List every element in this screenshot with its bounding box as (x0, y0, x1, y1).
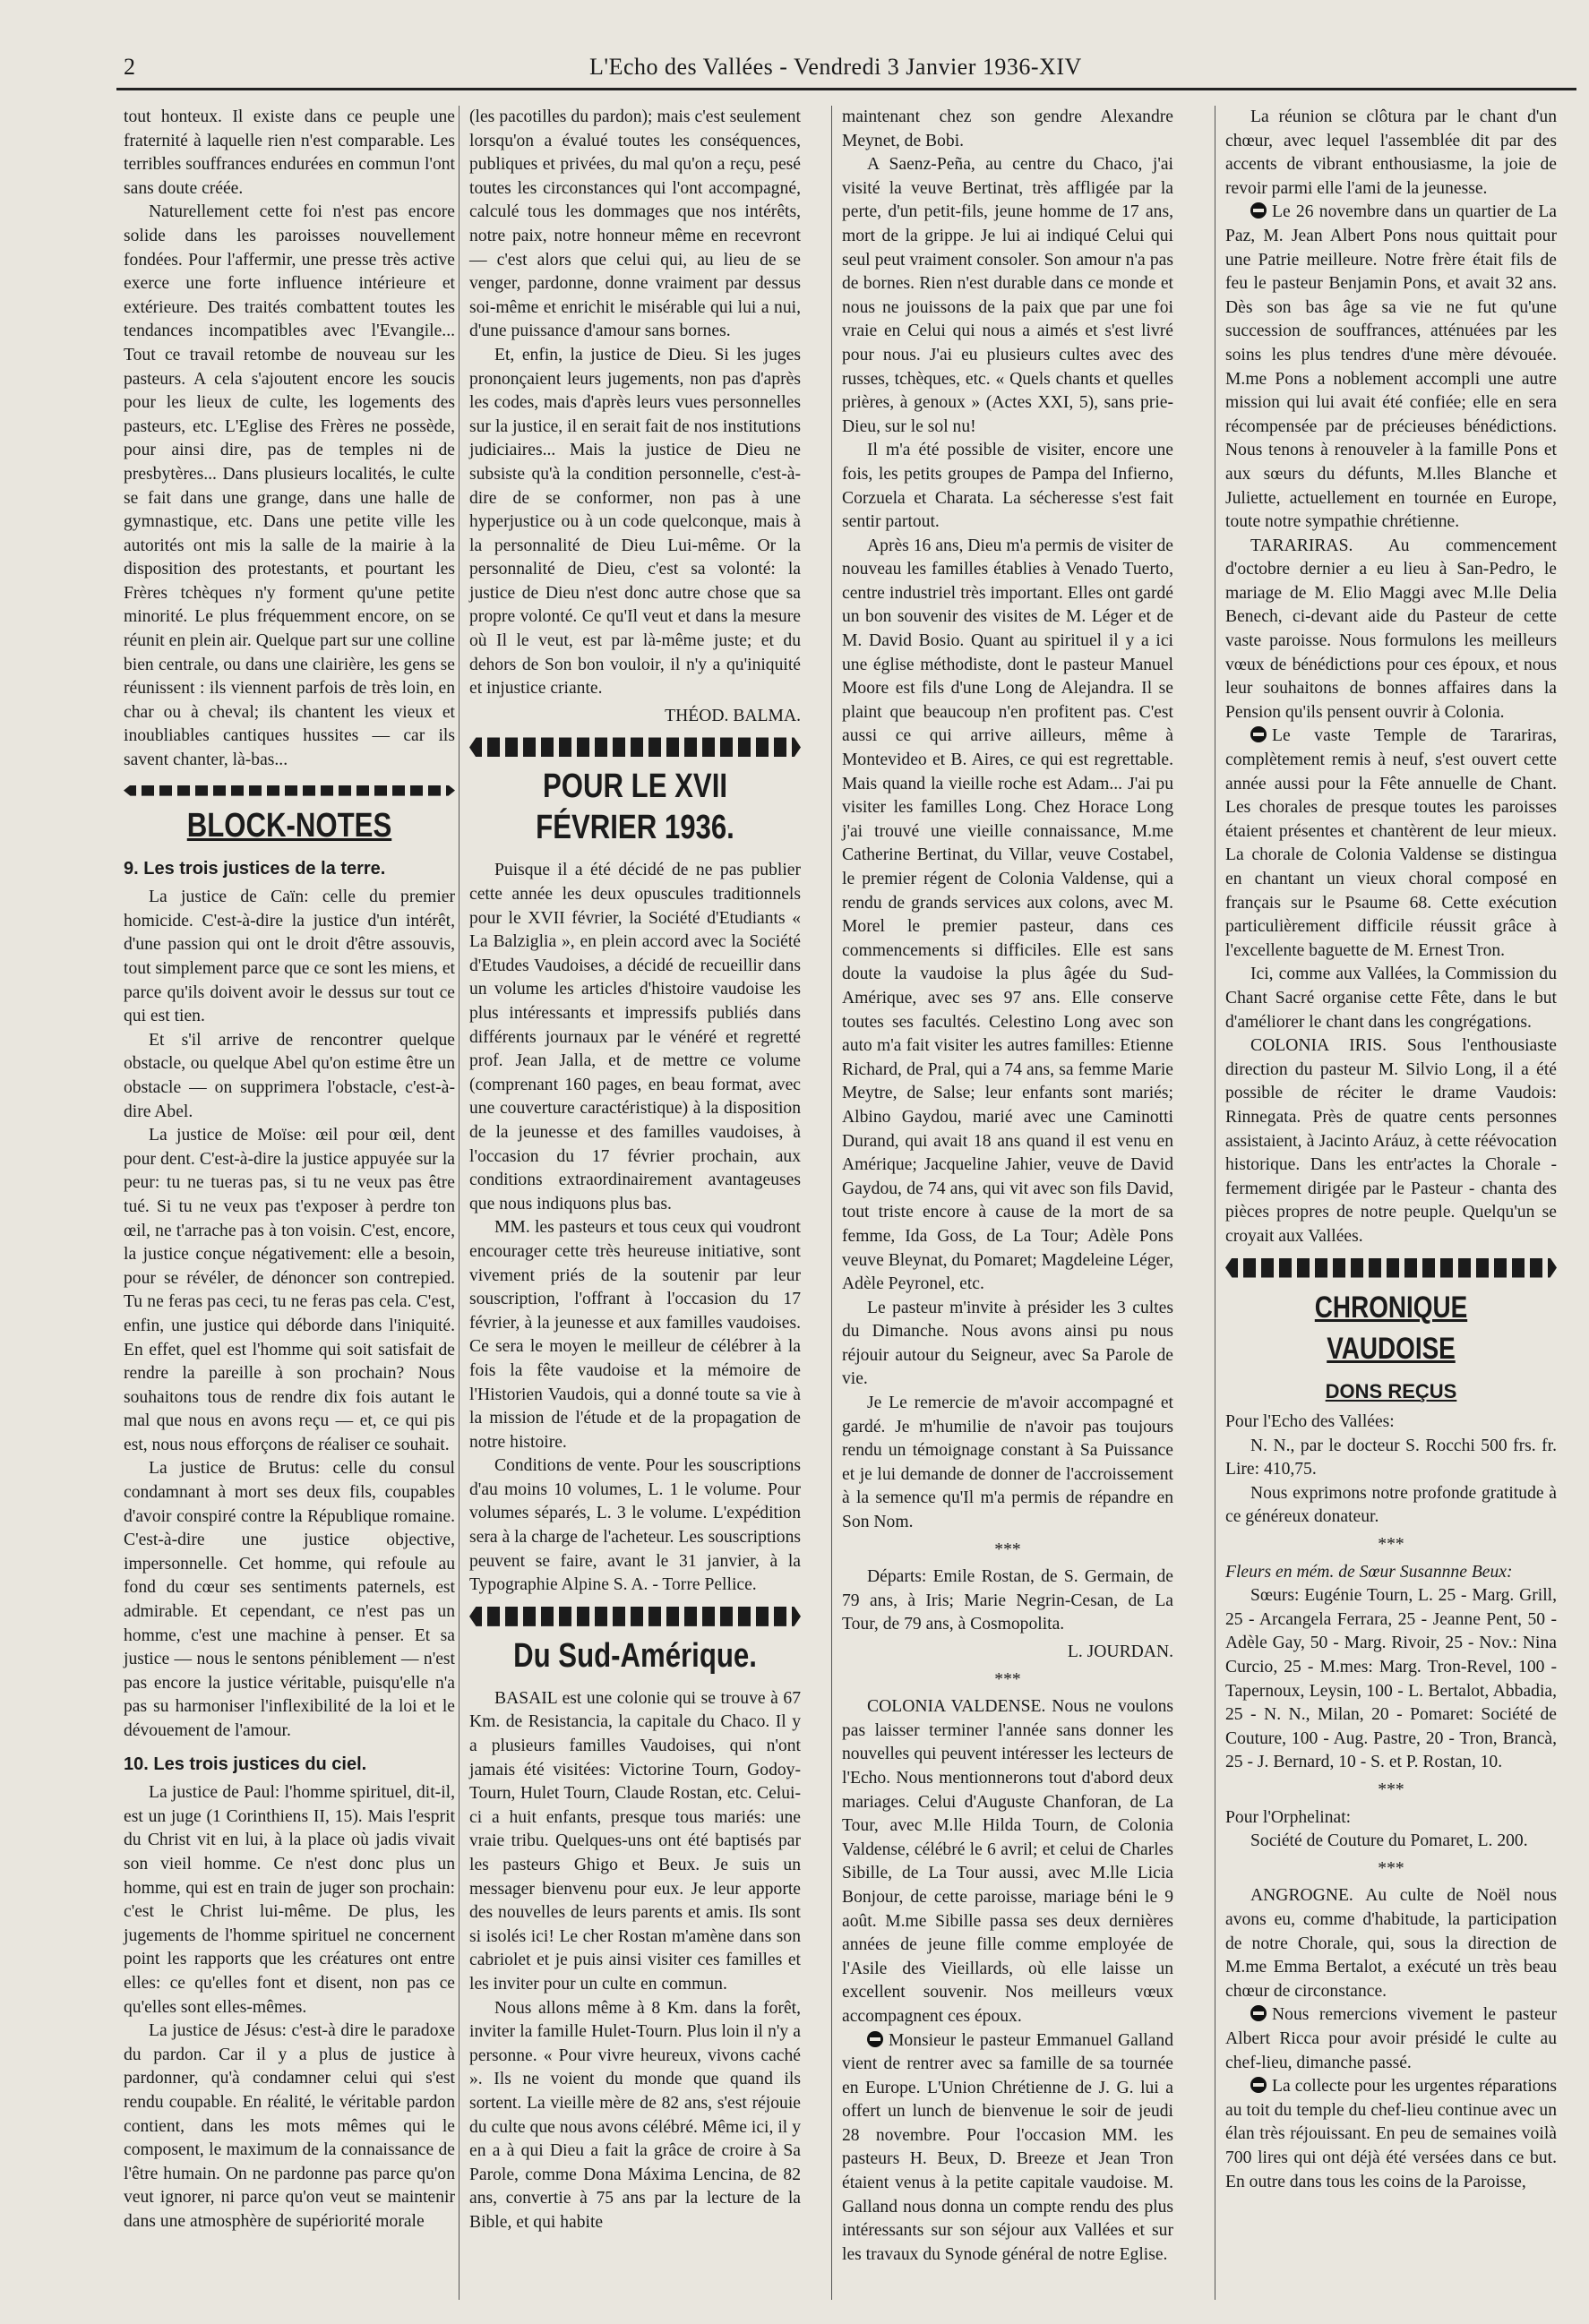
bullet-icon (867, 2031, 883, 2047)
paragraph: Je Le remercie de m'avoir accompagné et gardé. Je m'humilie de n'avoir pas toujours rendu un témoignage constant à Sa Puissance et je lui demande de donner de l'accroissement à la semence qu'Il m'a permis de répandre en Son Nom. (842, 1394, 1173, 1532)
paragraph: MM. les pasteurs et tous ceux qui voudront encourager cette très heureuse initiative, sont vivement priés de la soutenir par leur souscription, l'offrant à l'occasion du 17 février, à la jeunesse et aux familles vaudoises. Ce sera le moyen le meilleur de célébrer à la fois la fête vaudoise et la mémoire de l'Historien Vaudois, qui a donné toute sa vie à la mission de l'étude et de la propagation de notre histoire. (469, 1218, 801, 1452)
paragraph: Il m'a été possible de visiter, encore une fois, les petits groupes de Pampa del Infierno, Corzuela et Charata. La sécheresse s'est fait sentir partout. (842, 441, 1173, 532)
separator-stars: *** (1378, 1780, 1404, 1799)
paragraph: maintenant chez son gendre Alexandre Meynet, de Bobi. (842, 107, 1173, 150)
paragraph: ANGROGNE. Au culte de Noël nous avons eu, comme d'habitude, la participation de notre Chorale, qui, sous la direction de M.me Emma Bertalot, a exécuté un très beau chœur de circonstance. (1225, 1886, 1557, 2001)
paragraph-text: Nous remercions vivement le pasteur Albert Ricca pour avoir présidé le culte au chef-lieu, dimanche passé. (1225, 2005, 1557, 2072)
paragraph (1225, 725, 1557, 963)
subheading: 10. Les trois justices du ciel. (124, 1754, 367, 1774)
paragraph: Nous exprimons notre profonde gratitude à ce généreux donateur. (1225, 1483, 1557, 1527)
separator-stars: *** (994, 1539, 1021, 1559)
paragraph: Société de Couture du Pomaret, L. 200. (1250, 1831, 1528, 1851)
bullet-icon (1250, 2077, 1267, 2093)
column-divider (459, 106, 460, 2300)
paragraph: Conditions de vente. Pour les souscriptions d'au moins 10 volumes, L. 1 le volume. Pour volumes séparés, L. 3 le volume. L'expédition sera à la charge de l'acheteur. Les souscriptions peuvent se faire, avant le 31 janvier, à la Typographie Alpine S. A. - Torre Pellice. (469, 1456, 801, 1595)
signature: THÉOD. BALMA. (665, 706, 801, 725)
bullet-icon (1250, 202, 1267, 219)
paragraph: Le pasteur m'invite à présider les 3 cultes du Dimanche. Nous avons ainsi pu nous réjouir autour du Seigneur, avec Sa Parole de vie. (842, 1298, 1173, 1389)
ornament-divider (469, 737, 801, 757)
section-title-fevrier: POUR LE XVII FÉVRIER 1936. (536, 768, 734, 847)
separator-stars: *** (1378, 1535, 1404, 1555)
paragraph-text: Monsieur le pasteur Emmanuel Galland vient de rentrer avec sa famille de sa tournée en Europe. L'Union Chrétienne de J. G. lui a offert un lunch de bienvenue le soir de jeudi 28 novembre. Pour l'occasion MM. les pasteurs H. Beux, D. Breeze et Jean Tron étaient venus à la petite capitale vaudoise. M. Galland nous donna un compte rendu des plus intéressants sur son séjour aux Vallées et sur les travaux du Synode général de notre Eglise. (842, 2030, 1173, 2264)
ornament-divider (469, 1607, 801, 1626)
column-1 (124, 106, 455, 2234)
paragraph: Pour l'Orphelinat: (1225, 1807, 1352, 1827)
paragraph: Fleurs en mém. de Sœur Susannne Beux: (1225, 1562, 1513, 1582)
separator-stars: *** (994, 1669, 1021, 1689)
bullet-icon (1250, 2005, 1267, 2021)
paragraph: Naturellement cette foi n'est pas encore solide dans les paroisses nouvellement fondées. Pour l'affermir, une presse très active exerce une forte influence intérieure et extérieure. Des traités combattent toutes les tendances incompatibles avec l'Evangile... Tout ce travail retombe de nouveau sur les pasteurs. A cela s'ajoutent encore les soucis pour les lieux de culte, les logements des pasteurs, etc. L'Eglise des Frères ne possède, pour ainsi dire, pas de temples ni de presbytères... Dans plusieurs localités, le culte se fait dans une grange, dans une halle de gymnastique, etc. Dans une petite ville les autorités ont mis la salle de la mairie à la disposition des protestants, et pourtant les Frères tchèques n'y forment qu'une petite minorité. Le plus fréquemment encore, on se réunit en plein air. Quelque part sur une colline bien centrale, ou dans une clairière, les gens se réunissent : ils viennent parfois de très loin, en char ou à cheval; ils chantent les vieux et inoubliables cantiques hussites — car ils savent chanter, là-bas... (124, 202, 455, 770)
section-title-sud-amerique: Du Sud-Amérique. (513, 1636, 757, 1675)
subheading-dons: DONS REÇUS (1325, 1379, 1457, 1402)
paragraph: COLONIA VALDENSE. Nous ne voulons pas laisser terminer l'année sans donner les nouvelles qui peuvent intéresser les lecteurs de l'Echo. Nous mentionnerons tout d'abord deux mariages. Celui d'Auguste Chanforan, de La Tour, avec M.lle Hilda Tourn, de Colonia Valdense, célébré le 6 avril; et celui de Charles Sibille, de La Tour aussi, avec M.lle Licia Bonjour, de cette paroisse, mariage béni le 9 août. M.me Sibille passa ses deux dernières années de jeune fille comme employée de l'Asile des Vieillards, où elle laisse un excellent souvenir. Nos meilleurs vœux accompagnent ces époux. (842, 1697, 1173, 2026)
paragraph: Ici, comme aux Vallées, la Commission du Chant Sacré organise cette Fête, dans le but d'améliorer le chant dans les congrégations. (1225, 965, 1557, 1032)
section-title-chronique: CHRONIQUE VAUDOISE (1314, 1290, 1468, 1366)
paragraph (1225, 2075, 1557, 2194)
paragraph-text: Le vaste Temple de Tarariras, complètement remis à neuf, s'est ouvert cette année aussi pour la Fête annuelle de Chant. Les chorales de presque toutes les paroisses étaient présentes et chantèrent de leur mieux. La chorale de Colonia Valdense se distingua en chantant un vieux choral composé en français sur le Psaume 68. Cette exécution particulièrement difficile réussit grâce à l'excellente baguette de M. Ernest Tron. (1225, 726, 1557, 960)
paragraph: La justice de Moïse: œil pour œil, dent pour dent. C'est-à-dire la justice appuyée sur la peur: tu ne tueras pas, si tu ne veux pas être tué. Si tu ne veux pas t'exposer à perdre ton œil, ne t'arrache pas à ton voisin. C'est, encore, la justice conçue négativement: elle a besoin, pour se révéler, de dénoncer son contrepied. Tu ne feras pas ceci, tu ne feras pas cela. C'est, enfin, une justice qui déborde dans l'iniquité. En effet, quel est l'homme qui soit satisfait de rendre la pareille à son prochain? Nous souhaitons tous de rendre dix fois autant le mal que nous en avons reçu — et, ce qui pis est, nous nous efforçons de réaliser ce souhait. (124, 1126, 455, 1454)
paragraph: tout honteux. Il existe dans ce peuple une fraternité à laquelle rien n'est comparable. Les terribles souffrances endurées en commun l'ont sans doute créée. (124, 107, 455, 198)
paragraph: Nous allons même à 8 Km. dans la forêt, inviter la famille Hulet-Tourn. Plus loin il n'y a personne. « Pour vivre heureux, vivons caché ». Ils ne voient du monde que quand ils sortent. La vieille mère de 82 ans, s'est réjouie du culte que nous avons célébré. Même ici, il y en a à qui Dieu a fait la grâce de croire à Sa Parole, comme Dona Máxima Lencina, de 82 ans, convertie à 75 ans par la lecture de la Bible, et qui habite (469, 1998, 801, 2232)
paragraph: La justice de Paul: l'homme spirituel, dit-il, est un juge (1 Corinthiens II, 15). Mais l'esprit du Christ vit en lui, à la place où jadis vivait son vieil homme. Ce n'est donc plus un homme, qui est en train de juger son prochain: c'est le Christ lui-même. De plus, les jugements de l'homme spirituel ne concernent point les rapports que les créatures ont entre elles: ce qu'elles font et disent, non pas ce qu'elles sont elles-mêmes. (124, 1783, 455, 2017)
section-title-block-notes: BLOCK-NOTES (186, 806, 392, 845)
separator-stars: *** (1378, 1858, 1404, 1878)
ornament-divider (1225, 1258, 1557, 1278)
header-rule (116, 88, 1576, 90)
paragraph: Départs: Emile Rostan, de S. Germain, de 79 ans, à Iris; Marie Negrin-Cesan, de La Tour, de 79 ans, à Cosmopolita. (842, 1567, 1173, 1634)
paragraph: Sœurs: Eugénie Tourn, L. 25 - Marg. Grill, 25 - Arcangela Ferrara, 25 - Jeanne Pent, 50 - Adèle Gay, 50 - Marg. Rivoir, 25 - Nov.: Nina Curcio, 25 - M.mes: Marg. Tron-Revel, 100 - Tapernoux, Leysin, 100 - L. Bertalot, Abbadia, 25 - N. N., Milan, 20 - Pomaret: Société de Couture, 100 - Aug. Pastre, 20 - Tron, Brancà, 25 - J. Bernard, 10 - S. et P. Rostan, 10. (1225, 1586, 1557, 1772)
paragraph-text: La collecte pour les urgentes réparations au toit du temple du chef-lieu continue avec un élan très réjouissant. En peu de semaines voilà 700 lires qui ont déjà été versées dans ce but. En outre dans tous les coins de la Paroisse, (1225, 2077, 1557, 2191)
paragraph: Et, enfin, la justice de Dieu. Si les juges prononçaient leurs jugements, non pas d'après les codes, mais d'après leurs vues personnelles sur la justice, il en serait fait de nos institutions judiciaires... Mais la justice de Dieu ne subsiste qu'à la condition personnelle, c'est-à-dire de se conformer, non pas à une hyperjustice ou à un code quelconque, mais à la personnalité de Dieu Lui-même. Or la personnalité de Dieu, c'est sa volonté: la justice de Dieu n'est donc autre chose que sa propre volonté. Ce qu'Il veut et dans la mesure où Il le veut, est par là-même juste; et du dehors de Son bon vouloir, il n'y a qu'iniquité et injustice criante. (469, 345, 801, 699)
paragraph (842, 2029, 1173, 2268)
page-header (124, 54, 1575, 79)
column-divider (831, 106, 832, 2300)
page-number: 2 (124, 54, 135, 80)
paragraph: Pour l'Echo des Vallées: (1225, 1412, 1395, 1432)
paragraph: (les pacotilles du pardon); mais c'est seulement lorsqu'on a évalué toutes les conséquences, publiques et privées, du mal qu'on a reçu, pesé toutes les circonstances qui l'ont accompagné, calculé tous les dommages que nos intérêts, notre paix, notre honneur même en recevront — c'est alors que celui qui, au lieu de se venger, pardonne, donne vraiment par dessus soi-même et enrichit le misérable qui lui a nui, d'une puissance d'amour sans bornes. (469, 107, 801, 341)
column-2 (469, 106, 801, 2235)
ornament-divider (124, 785, 455, 796)
signature: L. JOURDAN. (1067, 1642, 1173, 1661)
paragraph-text: Le 26 novembre dans un quartier de La Paz, M. Jean Albert Pons nous quittait pour une Patrie meilleure. Notre frère était fils de feu le pasteur Benjamin Pons, et avait 32 ans. Dès son bas âge sa vie ne fut qu'une succession de souffrances, atténuées par les soins les plus tendres d'une mère dévouée. M.me Pons a noblement accompli une autre mission qui lui avait été confiée; elle en sera récompensée par de précieuses bénédictions. Nous tenons à renouveler à la famille Pons et aux sœurs du défunts, M.lles Blanche et Juliette, actuellement en tournée en Europe, toute notre sympathie chrétienne. (1225, 202, 1557, 532)
paragraph: TARARIRAS. Au commencement d'octobre dernier a eu lieu à San-Pedro, le mariage de M. Elio Maggi avec M.lle Delia Benech, ci-devant aide du Pasteur de cette vaste paroisse. Nous formulons les meilleurs vœux de bénédictions pour ces époux, et nous leur souhaitons de bonnes affaires dans la Pension qu'ils pensent ouvrir à Colonia. (1225, 536, 1557, 722)
subheading: 9. Les trois justices de la terre. (124, 858, 386, 879)
paragraph: Après 16 ans, Dieu m'a permis de visiter de nouveau les familles établies à Venado Tuerto, centre industriel très important. Elles ont gardé un bon souvenir des visites de M. Léger et de M. David Bosio. Quant au spirituel il y a ici une église méthodiste, dont le pasteur Manuel Moore est fils d'une Long de Alejandra. Il se plaint que beaucoup n'en profitent pas. C'est aussi ce qui arrive ailleurs, même à Montevideo et B. Aires, ce qui est regrettable. Mais quand la vieille roche est Adam... J'ai pu visiter les familles Long. Chez Horace Long j'ai trouvé une vieille connaissance, M.me Catherine Bertinat, du Villar, veuve Costabel, le premier régent de Colonia Valdense, qui a rendu de grands services aux colons, avec M. Morel le premier pasteur, dans ces commencements si difficiles. Elle est sans doute la vaudoise la plus âgée du Sud-Amérique, avec ses 97 ans. Elle conserve toutes ses facultés. Celestino Long avec son auto m'a fait visiter les autres familles: Etienne Richard, de Pral, qui a 74 ans, sa femme Marie Meytre, de Salse; leur enfants sont mariés; Albino Gaydou, marié avec une Caminotti Durand, qui avait 18 ans quand il est venu en Amérique; Jacqueline Jahier, veuve de David Gaydou, de 74 ans, qui vit avec son fils David, tout triste encore à cause de la mort de sa femme, Ida Goss, de La Tour; Adèle Pons veuve Bleynat, du Pomaret; Magdeleine Léger, Adèle Peyronel, etc. (842, 536, 1173, 1294)
paragraph: N. N., par le docteur S. Rocchi 500 frs. fr. Lire: 410,75. (1225, 1436, 1557, 1479)
paragraph: La justice de Brutus: celle du consul condamnant à mort ses deux fils, coupables d'avoir conspiré contre la République romaine. C'est-à-dire une justice objective, impersonnelle. Cet homme, qui refoule au fond du cœur ses sentiments paternels, est admirable. Et cependant, ce n'est pas un homme, c'est une machine à penser. Et sa justice — nous le sentons péniblement — n'est pas encore la justice véritable, puisqu'elle n'a pas su harmoniser l'inflexibilité de la loi et le dévouement de l'amour. (124, 1459, 455, 1740)
column-3 (842, 106, 1173, 2267)
bullet-icon (1250, 726, 1267, 742)
paragraph (1225, 201, 1557, 534)
paragraph: La justice de Jésus: c'est-à dire le paradoxe du pardon. Car il y a plus de justice à pardonner, qu'à condamner celui qui s'est rendu coupable. En réalité, le véritable pardon contient, dans les mots mêmes qui le composent, le maximum de la connaissance de l'être humain. On ne pardonne pas parce qu'on veut ignorer, ni parce qu'on veut se maintenir dans une atmosphère de supériorité morale (124, 2021, 455, 2231)
paragraph: La justice de Caïn: celle du premier homicide. C'est-à-dire la justice d'un intérêt, d'une passion qui ont le droit d'être assouvis, tout simplement parce que ce sont les miens, et parce qu'ils doivent avoir le dessus sur tout ce qui est tien. (124, 888, 455, 1026)
paragraph: A Saenz-Peña, au centre du Chaco, j'ai visité la veuve Bertinat, très affligée par la perte, d'un petit-fils, jeune homme de 17 ans, mort de la grippe. Je lui ai indiqué Celui qui seul peut vraiment consoler. Son amour n'a pas de bornes. Rien n'est durable dans ce monde et nous ne jouissons de la paix que par une foi vraie en Celui qui nous a aimés et s'est livré pour nous. J'ai eu plusieurs cultes avec des russes, tchèques, etc. « Quels chants et quelles prières, à genoux » (Actes XXI, 5), sans prie-Dieu, sur le sol nu! (842, 155, 1173, 436)
column-4 (1225, 106, 1557, 2194)
newspaper-title: L'Echo des Vallées - Vendredi 3 Janvier 1936-XIV (589, 54, 1082, 80)
paragraph: Puisque il a été décidé de ne pas publier cette année les deux opuscules traditionnels pour le XVII février, la Société d'Etudiants « La Balziglia », en plein accord avec la Société d'Etudes Vaudoises, a décidé de recueillir dans un volume les articles d'histoire vaudoise les plus intéressants et impressifs publiés dans différents journaux par le vénéré et regretté prof. Jean Jalla, et de mettre ce volume (comprenant 160 pages, en beau format, avec une couverture caractéristique) à la disposition de la jeunesse et des familles vaudoises, à l'occasion du 17 février prochain, aux conditions extraordinairement avantageuses que nous indiquons plus bas. (469, 861, 801, 1213)
paragraph (1225, 2003, 1557, 2075)
paragraph: COLONIA IRIS. Sous l'enthousiaste direction du pasteur M. Silvio Long, il a été possible de réciter le drame Vaudois: Rinnegata. Près de quatre cents personnes assistaient, à Jacinto Aráuz, à cette réévocation historique. Dans les entr'actes la Chorale - fermement dirigée par le Pasteur - chanta des pièces propres de notre peuple. Quelqu'un se croyait aux Vallées. (1225, 1036, 1557, 1246)
paragraph: La réunion se clôtura par le chant d'un chœur, avec lequel l'assemblée dit par des accents de vibrant enthousiasme, la joie de revoir parmi elle l'ami de la jeunesse. (1225, 107, 1557, 198)
paragraph: BASAIL est une colonie qui se trouve à 67 Km. de Resistancia, la capitale du Chaco. Il y a plusieurs familles Vaudoises, qui n'ont jamais été visitées: Victorine Tourn, Godoy-Tourn, Hulet Tourn, Claude Rostan, etc. Celui-ci a huit enfants, presque tous mariés: une vraie tribu. Quelques-uns ont été baptisés par les pasteurs Ghigo et Beux. Je suis un messager bienvenu pour eux. Je leur apporte des nouvelles de leurs parents et amis. Ils sont si isolés ici! Le cher Rostan m'amène dans son cabriolet et je puis ainsi visiter ces familles et les inviter pour un culte en commun. (469, 1688, 801, 1994)
paragraph: Et s'il arrive de rencontrer quelque obstacle, ou quelque Abel qu'on estime être un obstacle — on supprimera l'obstacle, c'est-à-dire Abel. (124, 1030, 455, 1121)
